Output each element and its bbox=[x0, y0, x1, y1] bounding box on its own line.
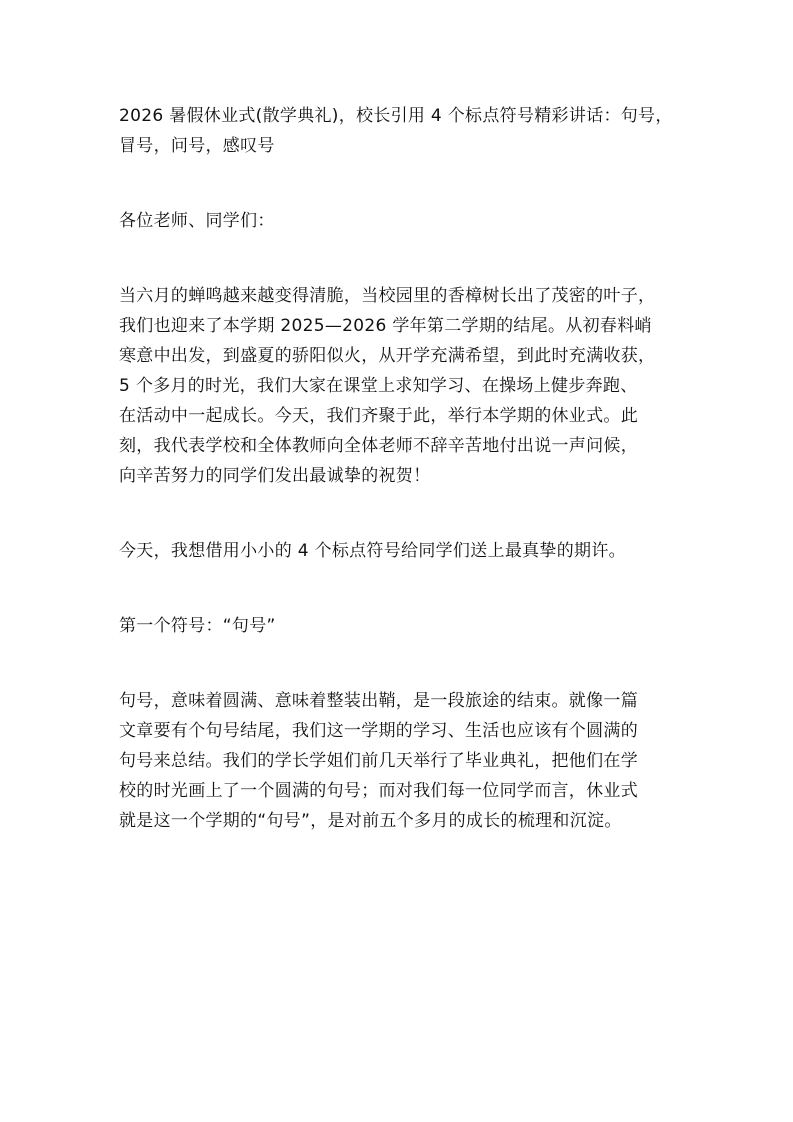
paragraph-line: 当六月的蝉鸣越来越变得清脆，当校园里的香樟树长出了茂密的叶子， bbox=[119, 286, 656, 306]
paragraph-line: 在活动中一起成长。今天，我们齐聚于此，举行本学期的休业式。此 bbox=[119, 406, 638, 426]
paragraph-line: 今天，我想借用小小的 4 个标点符号给同学们送上最真挚的期许。 bbox=[119, 541, 626, 561]
paragraph-opening bbox=[119, 281, 679, 491]
section-heading bbox=[119, 611, 679, 641]
document-body bbox=[119, 101, 679, 836]
paragraph-gap bbox=[119, 161, 679, 206]
paragraph-gap bbox=[119, 641, 679, 686]
document-title bbox=[119, 101, 679, 161]
title-line: 2026 暑假休业式(散学典礼)，校长引用 4 个标点符号精彩讲话：句号， bbox=[119, 106, 673, 126]
greeting bbox=[119, 206, 679, 236]
paragraph-line: 5 个多月的时光，我们大家在课堂上求知学习、在操场上健步奔跑、 bbox=[119, 376, 638, 396]
paragraph-gap bbox=[119, 236, 679, 281]
paragraph-intro bbox=[119, 536, 679, 566]
paragraph-line: 刻，我代表学校和全体教师向全体老师不辞辛苦地付出说一声问候， bbox=[119, 436, 638, 456]
greeting-line: 各位老师、同学们： bbox=[119, 211, 275, 231]
paragraph-line: 句号，意味着圆满、意味着整装出鞘，是一段旅途的结束。就像一篇 bbox=[119, 691, 638, 711]
paragraph-line: 文章要有个句号结尾，我们这一学期的学习、生活也应该有个圆满的 bbox=[119, 721, 638, 741]
paragraph-gap bbox=[119, 491, 679, 536]
paragraph-period bbox=[119, 686, 679, 836]
paragraph-line: 向辛苦努力的同学们发出最诚挚的祝贺！ bbox=[119, 466, 431, 486]
section-heading-line: 第一个符号：“句号” bbox=[119, 616, 276, 636]
paragraph-line: 校的时光画上了一个圆满的句号；而对我们每一位同学而言，休业式 bbox=[119, 781, 638, 801]
paragraph-gap bbox=[119, 566, 679, 611]
title-line: 冒号，问号，感叹号 bbox=[119, 136, 275, 156]
paragraph-line: 就是这一个学期的“句号”，是对前五个多月的成长的梳理和沉淀。 bbox=[119, 811, 622, 831]
paragraph-line: 我们也迎来了本学期 2025—2026 学年第二学期的结尾。从初春料峭 bbox=[119, 316, 652, 336]
paragraph-line: 寒意中出发，到盛夏的骄阳似火，从开学充满希望，到此时充满收获， bbox=[119, 346, 656, 366]
paragraph-line: 句号来总结。我们的学长学姐们前几天举行了毕业典礼，把他们在学 bbox=[119, 751, 638, 771]
